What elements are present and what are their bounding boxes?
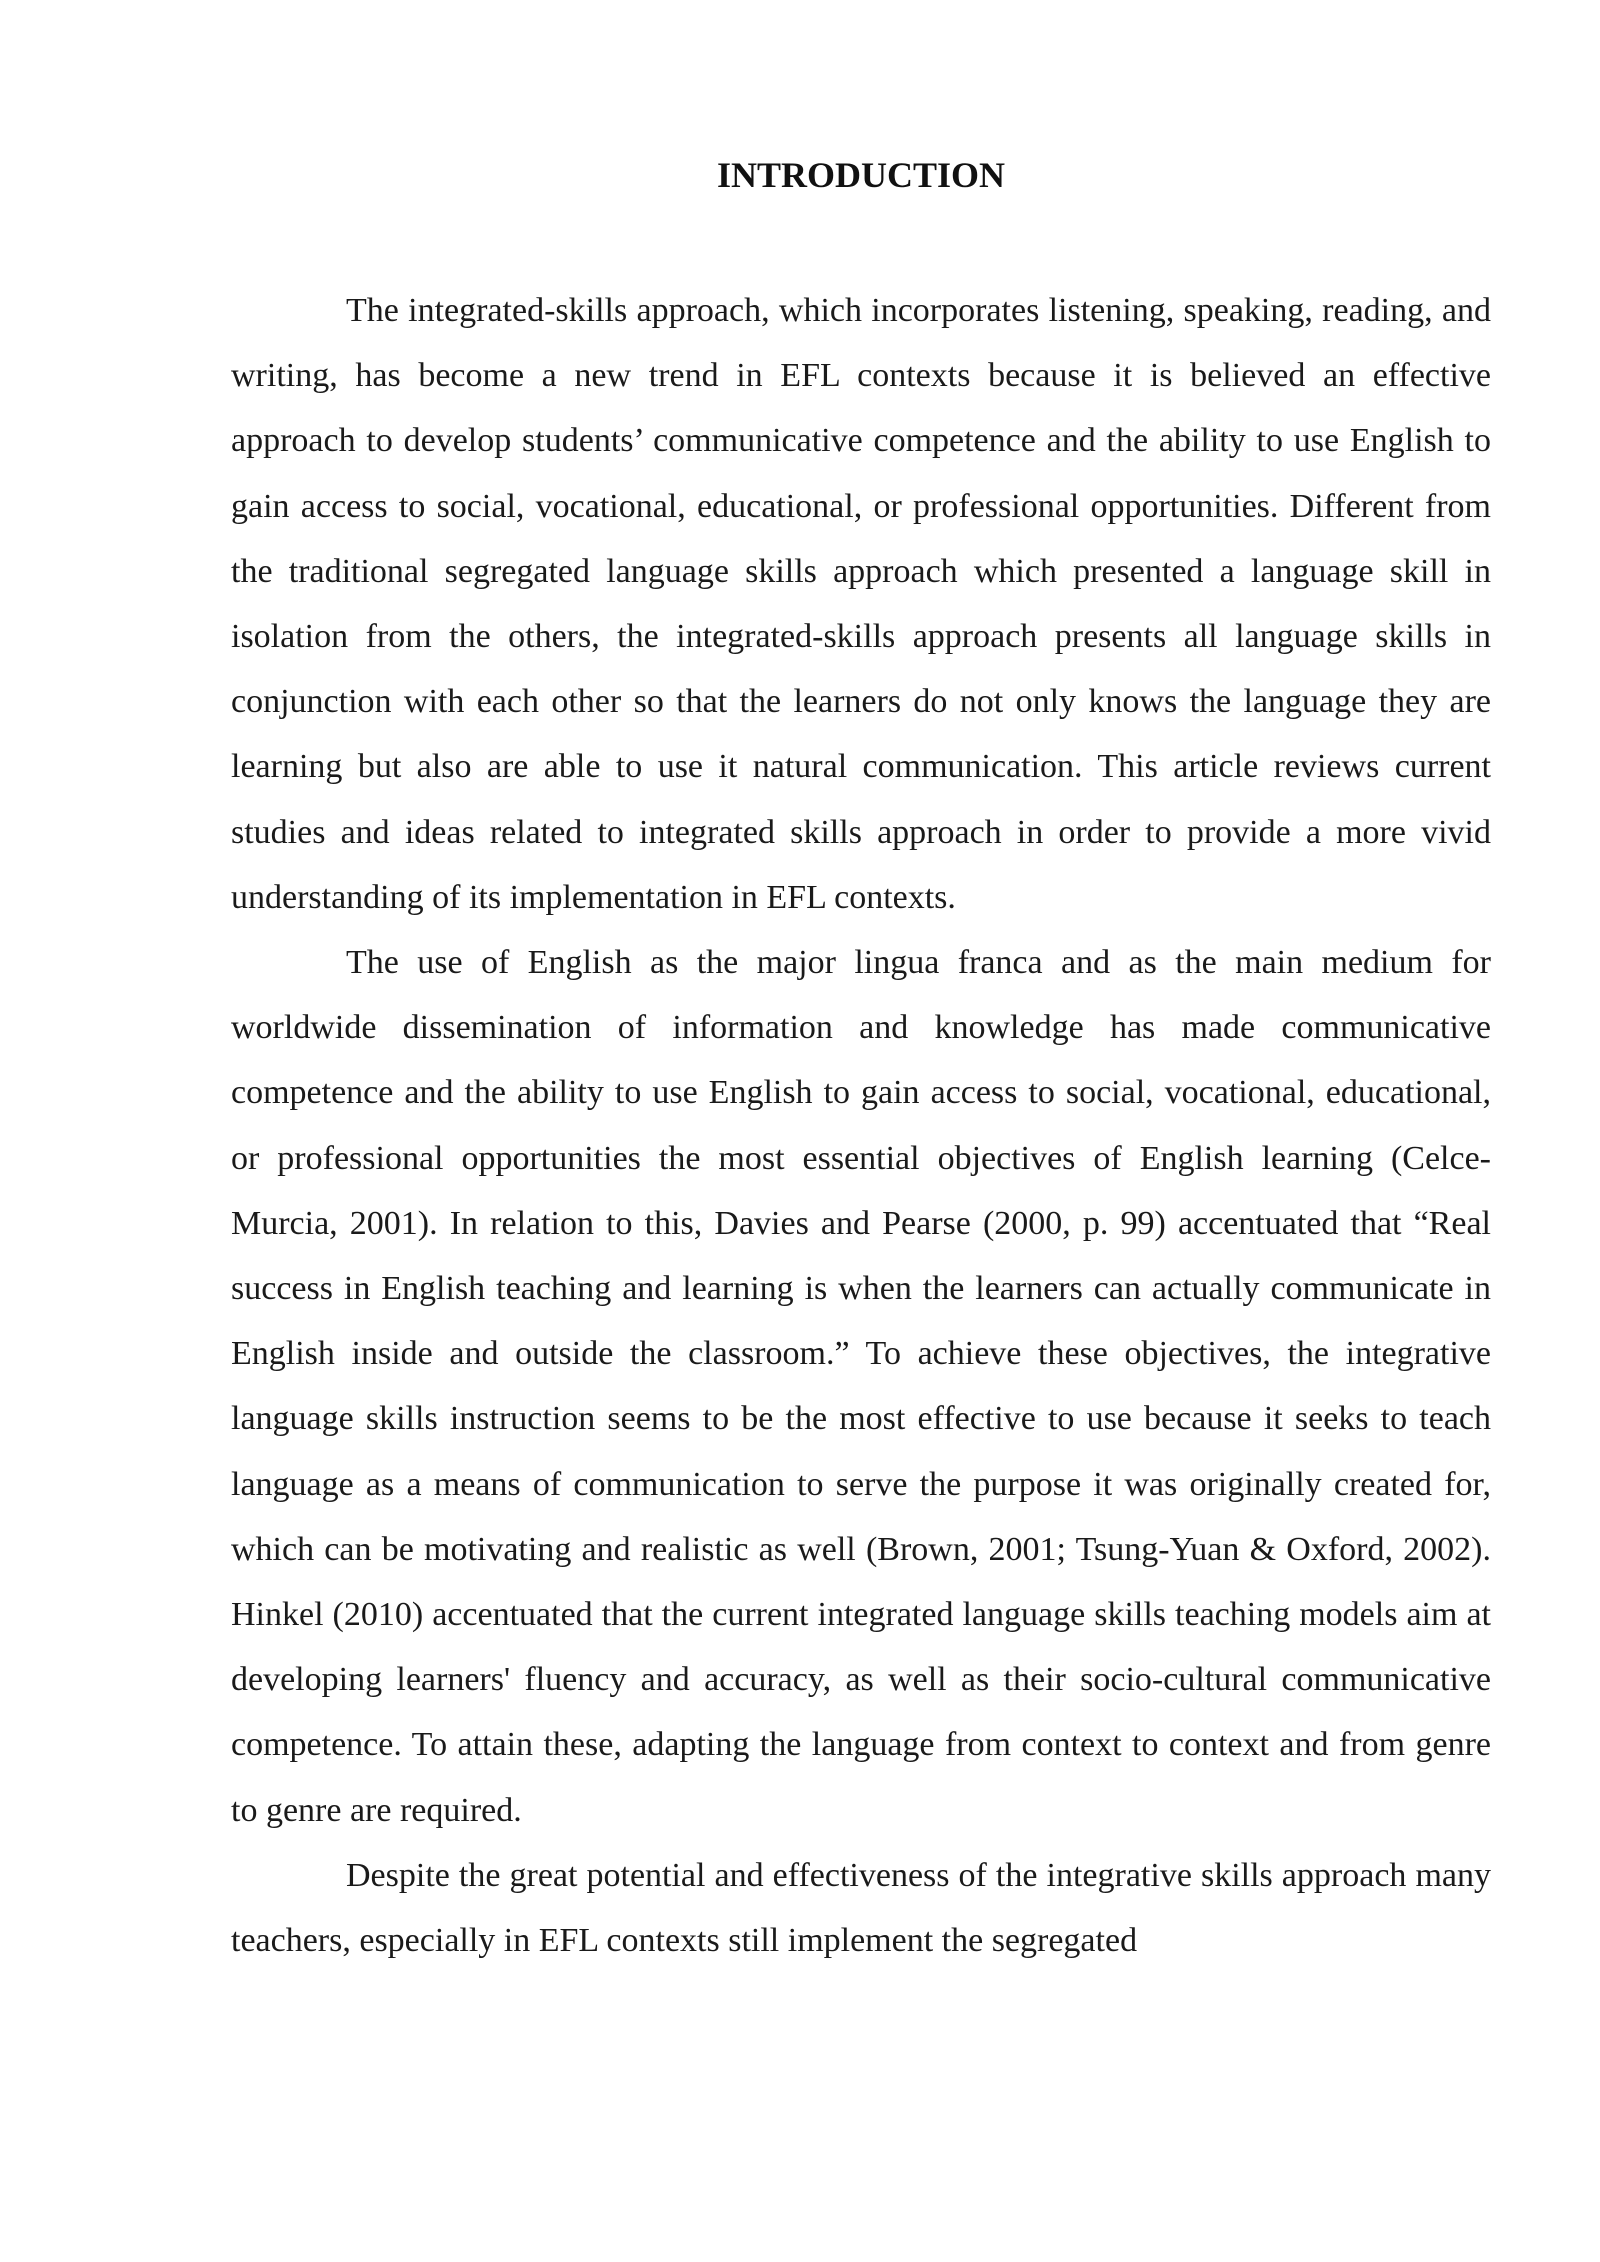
section-heading: INTRODUCTION	[716, 155, 1006, 195]
paragraph-2: The use of English as the major lingua franca and as the main medium for worldwide dissemination of information and knowledge has made communicative competence and the ability to use English to gain access to social, vocational, educational, or professional opportunities the most essential objectives of English learning (Celce-Murcia, 2001). In relation to this, Davies and Pearse (2000, p. 99) accentuated that “Real success in English teaching and learning is when the learners can actually communicate in English inside and outside the classroom.” To achieve these objectives, the integrative language skills instruction seems to be the most effective to use because it seeks to teach language as a means of communication to serve the purpose it was originally created for, which can be motivating and realistic as well (Brown, 2001; Tsung-Yuan & Oxford, 2002). Hinkel (2010) accentuated that the current integrated language skills teaching models aim at developing learners' fluency and accuracy, as well as their socio-cultural communicative competence. To attain these, adapting the language from context to context and from genre to genre are required.	[231, 944, 1491, 1829]
paragraph-1: The integrated-skills approach, which incorporates listening, speaking, reading, and writing, has become a new trend in EFL contexts because it is believed an effective approach to develop students’ communicative competence and the ability to use English to gain access to social, vocational, educational, or professional opportunities. Different from the traditional segregated language skills approach which presented a language skill in isolation from the others, the integrated-skills approach presents all language skills in conjunction with each other so that the learners do not only knows the language they are learning but also are able to use it natural communication. This article reviews current studies and ideas related to integrated skills approach in order to provide a more vivid understanding of its implementation in EFL contexts.	[231, 292, 1491, 916]
body-text	[231, 278, 1491, 1973]
paragraph-3: Despite the great potential and effectiveness of the integrative skills approach many teachers, especially in EFL contexts still implement the segregated	[231, 1856, 1491, 1960]
